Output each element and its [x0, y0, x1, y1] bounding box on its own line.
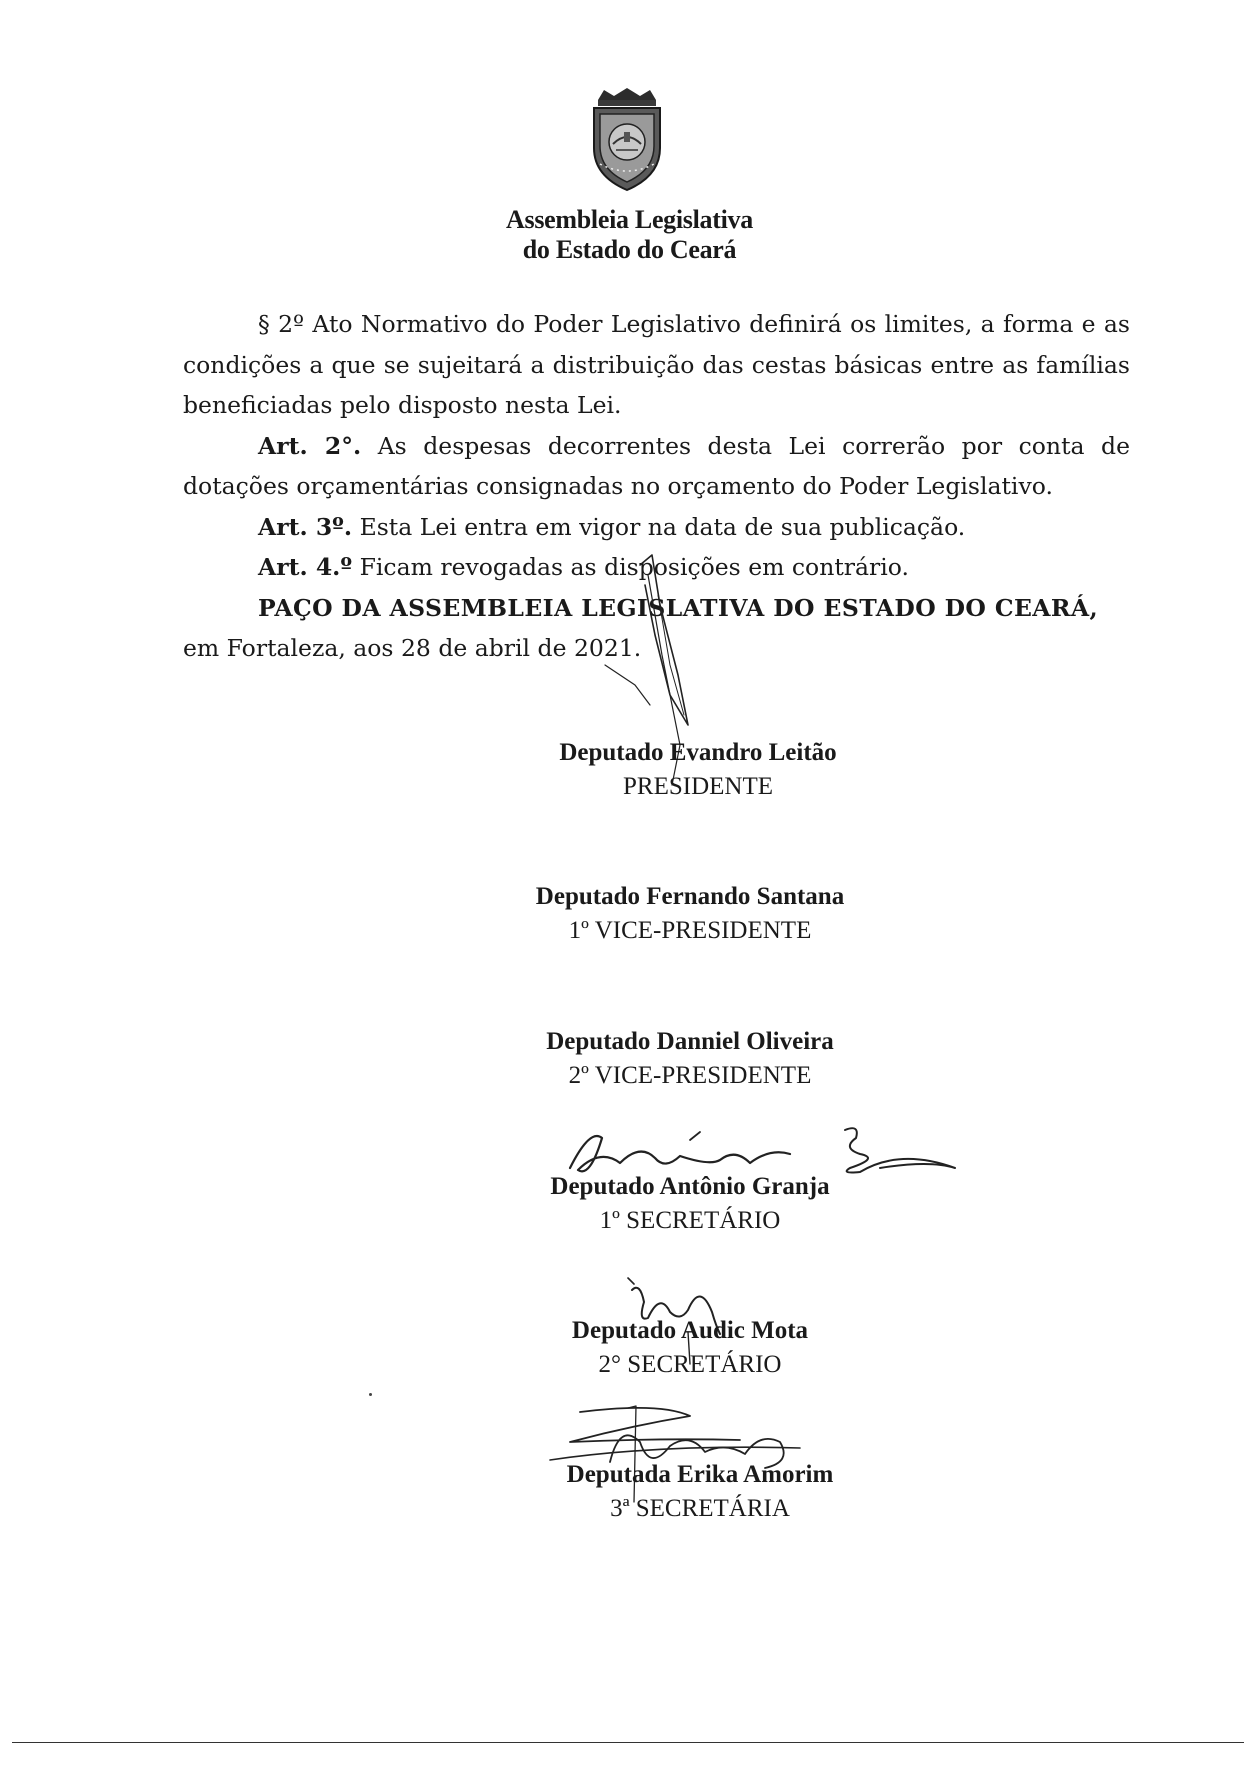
signatory-name: Deputado Danniel Oliveira — [546, 1028, 834, 1055]
institution-name — [0, 205, 1247, 265]
signatory-2-secretario — [460, 1314, 920, 1382]
signatory-1-secretario — [460, 1170, 920, 1238]
signatory-role: 1º SECRETÁRIO — [599, 1207, 781, 1234]
closing-date: em Fortaleza, aos 28 de abril de 2021. — [183, 634, 642, 662]
signatory-name: Deputada Erika Amorim — [566, 1461, 834, 1488]
signatory-name: Deputado Fernando Santana — [535, 883, 845, 910]
scan-speck — [369, 1393, 372, 1396]
signatory-name: Deputado Evandro Leitão — [559, 739, 837, 766]
signatory-role: 2° SECRETÁRIO — [598, 1351, 782, 1378]
signatory-3-secretaria — [470, 1458, 930, 1526]
signatory-1-vice-presidente — [460, 880, 920, 948]
article-4-label: Art. 4.º — [258, 553, 353, 581]
institution-line-1: Assembleia Legislativa — [506, 205, 753, 234]
signatory-name: Deputado Audic Mota — [571, 1317, 809, 1344]
signatory-2-vice-presidente — [460, 1025, 920, 1093]
signatory-name: Deputado Antônio Granja — [550, 1173, 830, 1200]
article-2-text: As despesas decorrentes desta Lei correrão por conta de dotações orçamentárias consignadas no orçamento do Poder Legislativo. — [183, 431, 1130, 500]
signatory-role: 3ª SECRETÁRIA — [610, 1495, 790, 1522]
article-3-label: Art. 3º. — [258, 512, 353, 541]
signatory-role: PRESIDENTE — [623, 773, 773, 800]
article-3-text: Esta Lei entra em vigor na data de sua publicação. — [352, 512, 966, 541]
signatory-role: 2º VICE-PRESIDENTE — [568, 1062, 812, 1089]
closing-header: PAÇO DA ASSEMBLEIA LEGISLATIVA DO ESTADO DO CEARÁ, — [258, 593, 1099, 622]
article-4-text: Ficam revogadas as disposições em contrário. — [352, 553, 909, 581]
article-2 — [183, 426, 1130, 507]
coat-of-arms-icon — [586, 86, 668, 194]
paragraph-2: § 2º Ato Normativo do Poder Legislativo definirá os limites, a forma e as condições a que se sujeitará a distribuição das cestas básicas entre as famílias beneficiadas pelo disposto nesta Lei. — [183, 310, 1130, 419]
signatory-role: 1º VICE-PRESIDENTE — [568, 917, 812, 944]
institution-line-2: do Estado do Ceará — [522, 235, 737, 264]
footer-divider — [12, 1742, 1244, 1743]
signatory-presidente — [468, 736, 928, 804]
article-2-label: Art. 2°. — [258, 431, 362, 460]
article-3 — [183, 507, 1130, 548]
